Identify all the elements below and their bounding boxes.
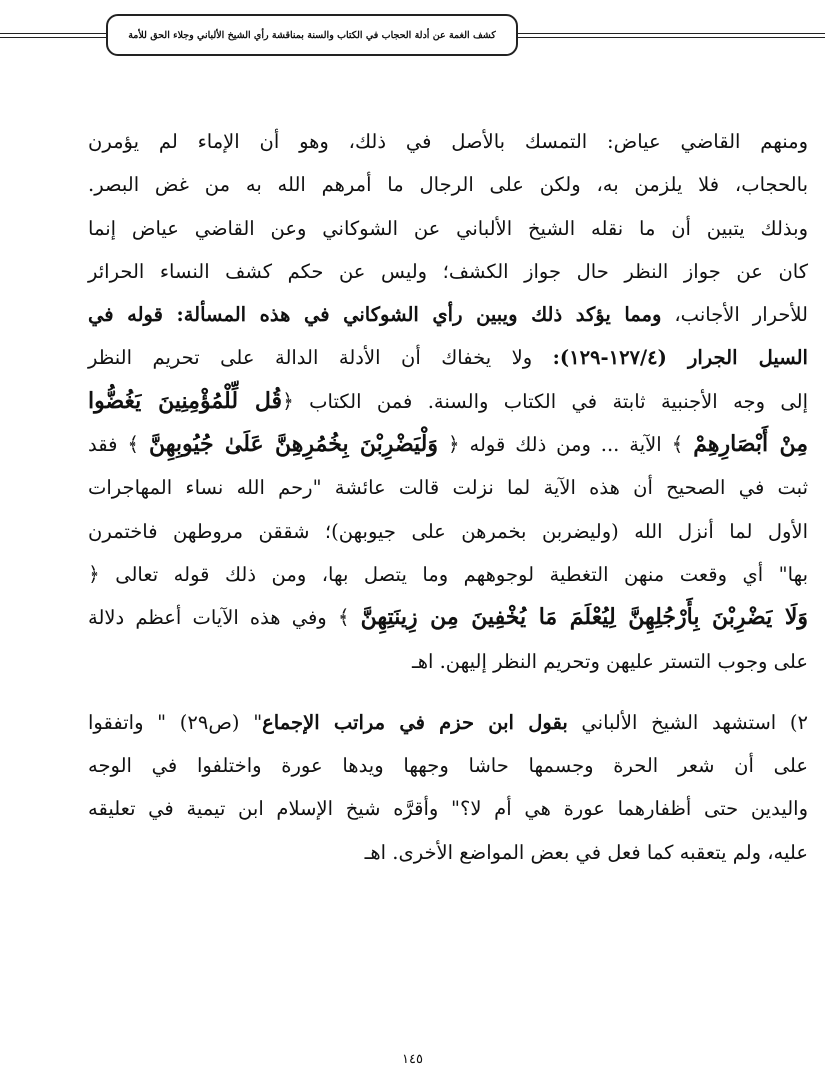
text-line: [88, 596, 808, 639]
quran-verse: مِنْ أَبْصَارِهِمْ: [693, 431, 808, 458]
text-line: ومنهم القاضي عياض: التمسك بالأصل في ذلك، وهو أن الإماء لم يؤمرن: [88, 130, 808, 153]
bold-text: ومما يؤكد ذلك ويبين رأي الشوكاني في هذه المسألة: قوله في: [88, 303, 662, 327]
text-run: فقد: [88, 433, 128, 457]
text-line: واليدين حتى أظفارهما عورة هي أم لا؟" وأقرَّه شيخ الإسلام ابن تيمية في تعليقه: [88, 797, 808, 821]
paragraph-1: [88, 120, 808, 683]
text-run: ولا يخفاك أن الأدلة الدالة على تحريم النظر: [88, 346, 553, 370]
header-rule-left: [0, 37, 106, 38]
quran-bracket-close: ﴾: [671, 432, 684, 457]
header-title: كشف الغمة عن أدلة الحجاب في الكتاب والسنة بمناقشة رأي الشيخ الألباني وجلاء الحق للأمة: [128, 29, 496, 41]
text-line: ثبت في الصحيح أن هذه الآية لما نزلت قالت عائشة "رحم الله نساء المهاجرات: [88, 476, 808, 500]
text-line: على وجوب التستر عليهن وتحريم النظر إليهن. اهـ: [411, 649, 808, 673]
text-line: [88, 293, 808, 336]
quran-verse: وَلَا يَضْرِبْنَ بِأَرْجُلِهِنَّ لِيُعْلَمَ مَا يُخْفِينَ مِن زِينَتِهِنَّ: [360, 604, 808, 631]
text-line: بالحجاب، فلا يلزمن به، ولكن على الرجال ما أمرهم الله به من غض البصر.: [88, 173, 808, 197]
quran-bracket-open: ﴿: [447, 432, 460, 457]
quran-bracket-open: ﴿: [282, 388, 294, 413]
bold-text: بقول ابن حزم في مراتب الإجماع: [262, 710, 568, 734]
bold-text: السيل الجرار (١٢٧/٤-١٢٩):: [552, 346, 808, 370]
text-line: كان عن جواز النظر حال جواز الكشف؛ وليس عن حكم كشف النساء الحرائر: [88, 259, 808, 283]
text-run: بها" أي وقعت منهن التغطية لوجوههم وما يتصل بها، ومن ذلك قوله تعالى: [99, 562, 808, 586]
text-line: [88, 701, 808, 744]
text-run: " (ص٢٩) " واتفقوا: [88, 710, 263, 734]
quran-bracket-open: ﴿: [88, 561, 100, 586]
text-line: [88, 380, 808, 423]
text-line: عليه، ولم يتعقبه كما فعل في بعض المواضع الأخرى. اهـ: [364, 840, 808, 864]
quran-bracket-close: ﴾: [337, 605, 350, 630]
text-run: وفي هذه الآيات أعظم دلالة: [88, 606, 338, 630]
quran-bracket-close: ﴾: [127, 432, 140, 457]
text-run: للأحرار الأجانب،: [661, 303, 808, 327]
text-run: ٢) استشهد الشيخ الألباني: [567, 710, 808, 734]
text-line: [88, 336, 808, 379]
text-line: [88, 553, 808, 596]
header-rule-left: [0, 33, 106, 34]
text-line: الأول لما أنزل الله (وليضربن بخمرهن على جيوبهن)؛ شققن مروطهن فاختمرن: [88, 519, 808, 543]
text-run: الآية ... ومن ذلك قوله: [459, 433, 672, 457]
header-title-box: [106, 14, 518, 56]
quran-verse: قُل لِّلْمُؤْمِنِينَ يَغُضُّوا: [88, 387, 283, 414]
text-line: [88, 423, 808, 466]
text-line: على أن شعر الحرة وجسمها حاشا وجهها ويدها عورة واختلفوا في الوجه: [88, 754, 808, 778]
header-rule-right: [518, 37, 825, 38]
running-header: [0, 14, 825, 62]
text-run: إلى وجه الأجنبية ثابتة في الكتاب والسنة. فمن الكتاب: [293, 389, 808, 413]
page-body: [88, 120, 808, 874]
quran-verse: وَلْيَضْرِبْنَ بِخُمُرِهِنَّ عَلَىٰ جُيُوبِهِنَّ: [148, 431, 438, 458]
text-line: وبذلك يتبين أن ما نقله الشيخ الألباني عن الشوكاني وعن القاضي عياض إنما: [88, 216, 808, 240]
paragraph-2: [88, 701, 808, 874]
header-rule-right: [518, 33, 825, 34]
page-number: ١٤٥: [402, 1052, 423, 1067]
